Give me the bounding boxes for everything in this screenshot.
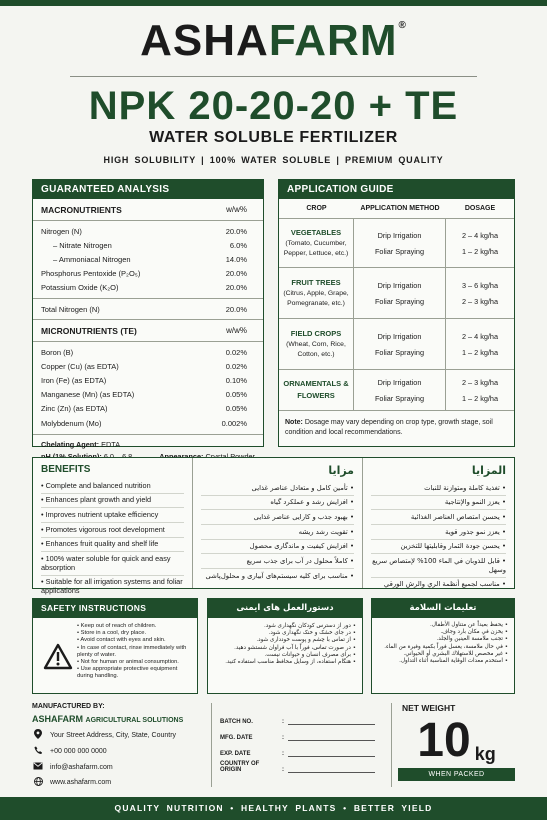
exp-date-row	[220, 741, 381, 757]
dosage: 1 – 2 kg/ha	[461, 393, 499, 403]
method: Drip Irrigation	[377, 331, 422, 341]
col-method: APPLICATION METHOD	[360, 205, 440, 212]
list-item: • مناسب برای کلیه سیستم‌های آبیاری و محلول‌پاشی	[201, 569, 354, 583]
dosage: 2 – 4 kg/ha	[461, 331, 499, 341]
application-header: APPLICATION GUIDE	[279, 180, 514, 199]
phone-text: +00 000 000 0000	[50, 748, 107, 755]
crop-name: FRUIT TREES	[291, 277, 341, 287]
crop-cell	[279, 370, 354, 410]
list-item: • تجنب ملامسة العينين والجلد.	[378, 636, 508, 643]
method: Drip Irrigation	[377, 280, 422, 290]
col-dosage: DOSAGE	[464, 205, 496, 212]
crop-examples: (Tomato, Cucumber, Pepper, Lettuce, etc.)	[283, 239, 349, 257]
divider-top	[70, 76, 477, 77]
nutrient-name: – Nitrate Nitrogen	[53, 240, 112, 250]
list-item: • Complete and balanced nutrition	[41, 479, 184, 494]
crop-examples: (Citrus, Apple, Grape, Pomegranate, etc.)	[283, 289, 349, 307]
application-row	[279, 370, 514, 411]
list-item: • في حال ملامسة، يغسل فوراً بكمية وفيرة من الماء.	[378, 644, 508, 651]
micro-row	[33, 374, 263, 388]
benefits-list-ar	[363, 481, 514, 591]
safety-en-body	[33, 618, 197, 694]
list-item: • کاملاً محلول در آب برای جذب سریع	[201, 554, 354, 569]
method: Foliar Spraying	[374, 296, 425, 306]
chelating-label: Chelating Agent:	[41, 440, 100, 450]
method: Drip Irrigation	[377, 377, 422, 387]
micro-row	[33, 402, 263, 416]
macro-row	[33, 267, 263, 281]
nutrient-value: 20.0%	[225, 269, 247, 279]
list-item: • از تماس با چشم و پوست خودداری شود.	[214, 637, 356, 644]
fill-line	[288, 749, 375, 757]
dosage: 1 – 2 kg/ha	[461, 347, 499, 357]
micro-unit: w/w%	[226, 326, 247, 336]
nutrient-name: Phosphorus Pentoxide (P₂O₅)	[41, 269, 141, 279]
micro-title: MICRONUTRIENTS (TE)	[41, 326, 137, 337]
net-weight-value	[398, 715, 515, 765]
list-item: • در جای خشک و خنک نگهداری شود.	[214, 630, 356, 637]
origin-label: COUNTRY OF ORIGIN	[220, 761, 260, 773]
manufacturer-label: MANUFACTURED BY:	[32, 703, 105, 710]
list-item: • تغذية كاملة ومتوازنة للنبات	[371, 481, 506, 496]
benefits-english	[33, 458, 193, 595]
dosage-cell	[446, 319, 514, 369]
macro-list	[33, 221, 263, 316]
benefits-persian	[193, 458, 363, 588]
dosage: 2 – 3 kg/ha	[461, 296, 499, 306]
brand-part-2: FARM	[268, 16, 398, 65]
safety-arabic-panel	[371, 598, 515, 694]
crop-cell	[279, 219, 354, 267]
safety-list-ar	[372, 618, 514, 669]
macro-title: MACRONUTRIENTS	[41, 205, 122, 215]
benefits-title-ar: المزايا	[471, 464, 506, 477]
address-text: Your Street Address, City, State, Country	[50, 731, 177, 739]
dosage: 2 – 3 kg/ha	[461, 377, 499, 387]
micro-row	[33, 388, 263, 402]
mfg-date-label: MFG. DATE	[220, 735, 253, 741]
warning-icon	[39, 623, 77, 689]
total-nitrogen-row	[33, 302, 263, 316]
list-item: • تقویت رشد ریشه	[201, 525, 354, 540]
benefits-title-fa: مزایا	[328, 464, 354, 477]
list-item: • Suitable for all irrigation systems and foliar applications	[41, 576, 184, 598]
fill-line	[288, 717, 375, 725]
product-title: NPK 20-20-20 + TE	[88, 84, 459, 128]
micro-row	[33, 345, 263, 359]
list-item: • مناسب لجميع أنظمة الري والرش الورقي	[371, 578, 506, 592]
list-item: • Use appropriate protective equipment during handling.	[77, 666, 191, 680]
col-crop: CROP	[306, 205, 327, 212]
list-item: • Improves nutrient uptake efficiency	[41, 508, 184, 523]
colon: :	[282, 751, 284, 757]
application-guide-panel	[278, 179, 515, 447]
nutrient-name: – Ammoniacal Nitrogen	[53, 254, 131, 264]
nutrient-name: Nitrogen (N)	[41, 226, 82, 236]
phone-line	[32, 746, 207, 757]
net-weight-label: NET WEIGHT	[402, 703, 456, 713]
top-accent-bar	[0, 0, 547, 6]
net-weight-block	[391, 703, 515, 787]
company-suffix: AGRICULTURAL SOLUTIONS	[85, 717, 184, 724]
website-line	[32, 777, 207, 788]
benefits-panel	[32, 457, 515, 595]
list-item: • Promotes vigorous root development	[41, 523, 184, 538]
chelating-agent	[41, 440, 255, 449]
list-item: • قابل للذوبان في الماء 100% لإمتصاص سريع وسهل	[371, 554, 506, 577]
nutrient-name: Boron (B)	[41, 347, 74, 357]
origin-row	[220, 757, 381, 773]
crop-cell	[279, 319, 354, 369]
colon: :	[282, 735, 284, 741]
list-item: • افزایش رشد و عملکرد گیاه	[201, 496, 354, 511]
list-item: • بهبود جذب و کارایی عناصر غذایی	[201, 510, 354, 525]
crop-name: VEGETABLES	[290, 227, 342, 237]
method-cell	[354, 319, 446, 369]
nutrient-value: 6.0%	[229, 240, 247, 250]
list-item: • Enhances plant growth and yield	[41, 494, 184, 509]
dosage-cell	[446, 219, 514, 267]
macro-row	[33, 224, 263, 238]
list-item: • Keep out of reach of children.	[77, 623, 191, 630]
crop-name: ORNAMENTALS & FLOWERS	[283, 379, 349, 400]
method: Foliar Spraying	[374, 246, 425, 256]
mfg-date-row	[220, 725, 381, 741]
dosage: 1 – 2 kg/ha	[461, 246, 499, 256]
nutrient-name: Molybdenum (Mo)	[41, 418, 102, 428]
email-text: info@ashafarm.com	[50, 763, 113, 771]
nutrient-value: 0.05%	[225, 404, 247, 414]
note-text: Dosage may vary depending on crop type, growth stage, soil condition and local recommendations.	[285, 419, 493, 436]
micro-row	[33, 416, 263, 430]
fill-line	[288, 733, 375, 741]
nutrient-value: 20.0%	[225, 304, 247, 314]
chelating-value: EDTA	[101, 440, 121, 450]
benefits-title-en: BENEFITS	[41, 464, 91, 475]
location-pin-icon	[32, 729, 44, 741]
list-item: • افزایش کیفیت و ماندگاری محصول	[201, 540, 354, 555]
macro-row	[33, 252, 263, 266]
batch-number-row	[220, 709, 381, 725]
exp-date-label: EXP. DATE	[220, 751, 251, 757]
fill-line	[288, 765, 375, 773]
dosage-cell	[446, 370, 514, 410]
nutrient-name: Copper (Cu) (as EDTA)	[41, 361, 119, 371]
list-item: • Enhances fruit quality and shelf life	[41, 538, 184, 553]
nutrient-value: 0.10%	[225, 376, 247, 386]
brand-part-1: ASHA	[140, 16, 269, 65]
list-item: • يحفظ بعيداً عن متناول الأطفال.	[378, 622, 508, 629]
product-subtitle: WATER SOLUBLE FERTILIZER	[149, 129, 398, 146]
macro-unit: w/w%	[226, 205, 247, 214]
guaranteed-analysis-panel	[32, 179, 264, 450]
nutrient-value: 0.05%	[225, 390, 247, 400]
method: Drip Irrigation	[377, 230, 422, 240]
batch-info-block	[211, 703, 381, 787]
website-text: www.ashafarm.com	[50, 779, 112, 786]
list-item: • Not for human or animal consumption.	[77, 659, 191, 666]
phone-icon	[32, 746, 44, 757]
dosage: 2 – 4 kg/ha	[461, 230, 499, 240]
safety-list-fa	[208, 618, 362, 671]
weight-number: 10	[417, 714, 471, 767]
macronutrients-heading	[33, 199, 263, 221]
list-item: • برای مصرف انسان و حیوانات نیست.	[214, 652, 356, 659]
dosage: 3 – 6 kg/ha	[461, 280, 499, 290]
divider	[33, 298, 263, 299]
when-packed-badge: WHEN PACKED	[398, 768, 515, 781]
nutrient-value: 20.0%	[225, 226, 247, 236]
nutrient-name: Iron (Fe) (as EDTA)	[41, 376, 107, 386]
safety-persian-panel	[207, 598, 363, 694]
list-item: • استخدم معدات الوقاية المناسبة أثناء التداول.	[378, 658, 508, 665]
method-cell	[354, 219, 446, 267]
dosage-cell	[446, 268, 514, 318]
manufacturer-block	[32, 703, 207, 787]
list-item: • Store in a cool, dry place.	[77, 630, 191, 637]
list-item: • Avoid contact with eyes and skin.	[77, 637, 191, 644]
nutrient-value: 0.002%	[221, 418, 247, 428]
safety-english-panel	[32, 598, 198, 694]
manufacturer-name	[32, 714, 207, 724]
nutrient-value: 20.0%	[225, 283, 247, 293]
list-item: • در صورت تماس، فوراً با آب فراوان شستشو دهید.	[214, 645, 356, 652]
list-item: • هنگام استفاده، از وسایل محافظ مناسب استفاده کنید.	[214, 659, 356, 666]
list-item: • يعزز النمو والإنتاجية	[371, 496, 506, 511]
analysis-header: GUARANTEED ANALYSIS	[33, 180, 263, 199]
benefits-list-fa	[193, 481, 362, 583]
list-item: • يحسن جودة الثمار وقابليتها للتخزين	[371, 540, 506, 555]
crop-cell	[279, 268, 354, 318]
nutrient-name: Zinc (Zn) (as EDTA)	[41, 404, 108, 414]
list-item: • يخزن في مكان بارد وجاف.	[378, 629, 508, 636]
list-item: • In case of contact, rinse immediately with plenty of water.	[77, 645, 191, 659]
footer-bar: QUALITY NUTRITION • HEALTHY PLANTS • BETTER YIELD	[0, 797, 547, 820]
registered-mark: ®	[398, 20, 407, 31]
safety-title-en: SAFETY INSTRUCTIONS	[33, 599, 197, 618]
note-label: Note:	[285, 419, 303, 426]
list-item: • 100% water soluble for quick and easy absorption	[41, 552, 184, 575]
method-cell	[354, 268, 446, 318]
benefits-arabic	[363, 458, 514, 588]
product-tagline: HIGH SOLUBILITY | 100% WATER SOLUBLE | PREMIUM QUALITY	[103, 155, 444, 165]
safety-title-ar: تعليمات السلامة	[372, 599, 514, 618]
list-item: • يعزز نمو جذور قوية	[371, 525, 506, 540]
brand-logo	[0, 16, 547, 66]
list-item: • غير مخصص للاستهلاك البشري أو الحيواني.	[378, 651, 508, 658]
weight-unit: kg	[474, 744, 496, 764]
micro-list	[33, 342, 263, 430]
list-item: • تأمین کامل و متعادل عناصر غذایی	[201, 481, 354, 496]
nutrient-value: 14.0%	[225, 254, 247, 264]
colon: :	[282, 767, 284, 773]
macro-row	[33, 281, 263, 295]
application-row	[279, 219, 514, 268]
crop-examples: (Wheat, Corn, Rice, Cotton, etc.)	[286, 340, 346, 358]
safety-title-fa: دستورالعمل های ایمنی	[208, 599, 362, 618]
application-row	[279, 319, 514, 370]
micro-row	[33, 359, 263, 373]
nutrient-name: Potassium Oxide (K₂O)	[41, 283, 119, 293]
crop-name: FIELD CROPS	[290, 328, 342, 338]
nutrient-name: Total Nitrogen (N)	[41, 304, 100, 314]
colon: :	[282, 719, 284, 725]
application-table-header	[279, 199, 514, 219]
company-name: ASHAFARM	[32, 714, 83, 724]
method: Foliar Spraying	[374, 393, 425, 403]
macro-row	[33, 238, 263, 252]
globe-icon	[32, 777, 44, 788]
application-note	[279, 411, 514, 445]
email-line	[32, 762, 207, 772]
batch-label: BATCH NO.	[220, 719, 253, 725]
safety-list-en	[77, 623, 191, 689]
nutrient-value: 0.02%	[225, 347, 247, 357]
application-row	[279, 268, 514, 319]
benefits-list-en	[33, 479, 192, 598]
micronutrients-heading	[33, 319, 263, 342]
envelope-icon	[32, 762, 44, 772]
nutrient-value: 0.02%	[225, 361, 247, 371]
method-cell	[354, 370, 446, 410]
address-line	[32, 729, 207, 741]
nutrient-name: Manganese (Mn) (as EDTA)	[41, 390, 135, 400]
method: Foliar Spraying	[374, 347, 425, 357]
list-item: • يحسن امتصاص العناصر الغذائية	[371, 510, 506, 525]
list-item: • دور از دسترس کودکان نگهداری شود.	[214, 623, 356, 630]
